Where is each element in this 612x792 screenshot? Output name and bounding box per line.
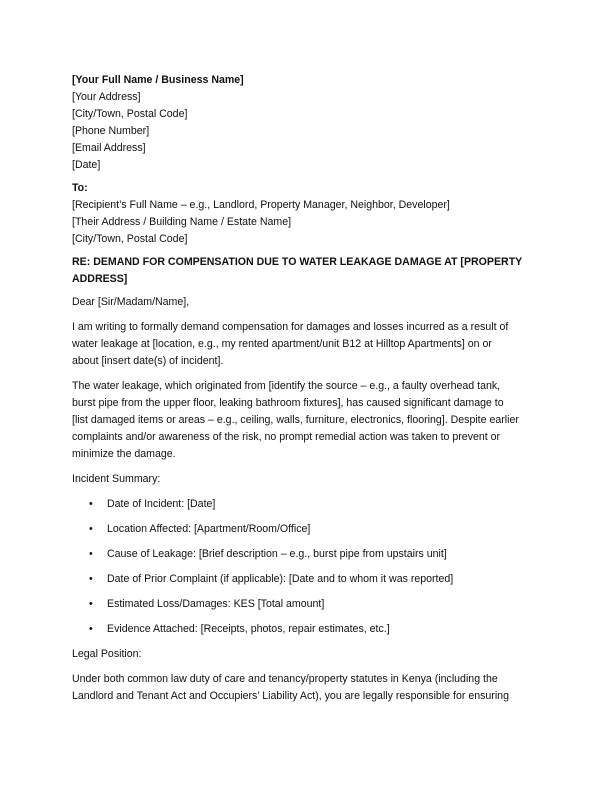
list-item-text: Cause of Leakage: [Brief description – e.g., burst pipe from upstairs unit] [107, 548, 447, 560]
sender-city: [City/Town, Postal Code] [72, 108, 188, 120]
bullet-icon: • [89, 623, 93, 635]
list-item-text: Date of Prior Complaint (if applicable): [Date and to whom it was reported] [107, 573, 454, 585]
bullet-icon: • [89, 598, 93, 610]
recipient-block [72, 180, 540, 248]
paragraph-line: complaints and/or awareness of the risk, no prompt remedial action was taken to prevent or [72, 431, 501, 443]
legal-position-heading: Legal Position: [72, 648, 142, 660]
list-item-text: Location Affected: [Apartment/Room/Office] [107, 523, 311, 535]
recipient-address: [Their Address / Building Name / Estate Name] [72, 216, 292, 228]
paragraph-line: about [insert date(s) of incident]. [72, 355, 224, 367]
sender-name: [Your Full Name / Business Name] [72, 74, 244, 86]
paragraph-line: Landlord and Tenant Act and Occupiers’ Liability Act), you are legally responsible for ensuring [72, 690, 509, 702]
list-item-text: Date of Incident: [Date] [107, 498, 216, 510]
paragraph-line: Under both common law duty of care and tenancy/property statutes in Kenya (including the [72, 673, 498, 685]
incident-summary-list [72, 496, 540, 638]
sender-email: [Email Address] [72, 142, 146, 154]
paragraph-line: [list damaged items or areas – e.g., ceiling, walls, furniture, electronics, flooring]. Despite earlier [72, 414, 519, 426]
intro-paragraph [72, 319, 540, 370]
recipient-city: [City/Town, Postal Code] [72, 233, 188, 245]
paragraph-line: burst pipe from the upper floor, leaking bathroom fixtures], has caused significant damage to [72, 397, 504, 409]
list-item [72, 546, 540, 563]
sender-address: [Your Address] [72, 91, 141, 103]
paragraph-line: The water leakage, which originated from [identify the source – e.g., a faulty overhead tank, [72, 380, 501, 392]
recipient-label: To: [72, 182, 88, 194]
salutation: Dear [Sir/Madam/Name], [72, 296, 190, 308]
list-item [72, 496, 540, 513]
list-item [72, 596, 540, 613]
list-item [72, 621, 540, 638]
paragraph-line: I am writing to formally demand compensation for damages and losses incurred as a result of [72, 321, 509, 333]
paragraph-line: minimize the damage. [72, 448, 176, 460]
recipient-name: [Recipient’s Full Name – e.g., Landlord, Property Manager, Neighbor, Developer] [72, 199, 450, 211]
subject-line-1: RE: DEMAND FOR COMPENSATION DUE TO WATER LEAKAGE DAMAGE AT [PROPERTY [72, 256, 523, 268]
list-item-text: Evidence Attached: [Receipts, photos, repair estimates, etc.] [107, 623, 390, 635]
bullet-icon: • [89, 498, 93, 510]
subject-line-2: ADDRESS] [72, 273, 128, 285]
list-item [72, 521, 540, 538]
list-item-text: Estimated Loss/Damages: KES [Total amount] [107, 598, 325, 610]
legal-position-paragraph [72, 671, 540, 705]
paragraph-line: water leakage at [location, e.g., my rented apartment/unit B12 at Hilltop Apartments] on or [72, 338, 492, 350]
bullet-icon: • [89, 548, 93, 560]
sender-phone: [Phone Number] [72, 125, 150, 137]
subject-heading [72, 254, 540, 288]
incident-summary-heading: Incident Summary: [72, 473, 161, 485]
leakage-paragraph [72, 378, 540, 463]
letter-page [72, 72, 540, 713]
sender-date: [Date] [72, 159, 101, 171]
list-item [72, 571, 540, 588]
bullet-icon: • [89, 573, 93, 585]
bullet-icon: • [89, 523, 93, 535]
sender-block [72, 72, 540, 174]
